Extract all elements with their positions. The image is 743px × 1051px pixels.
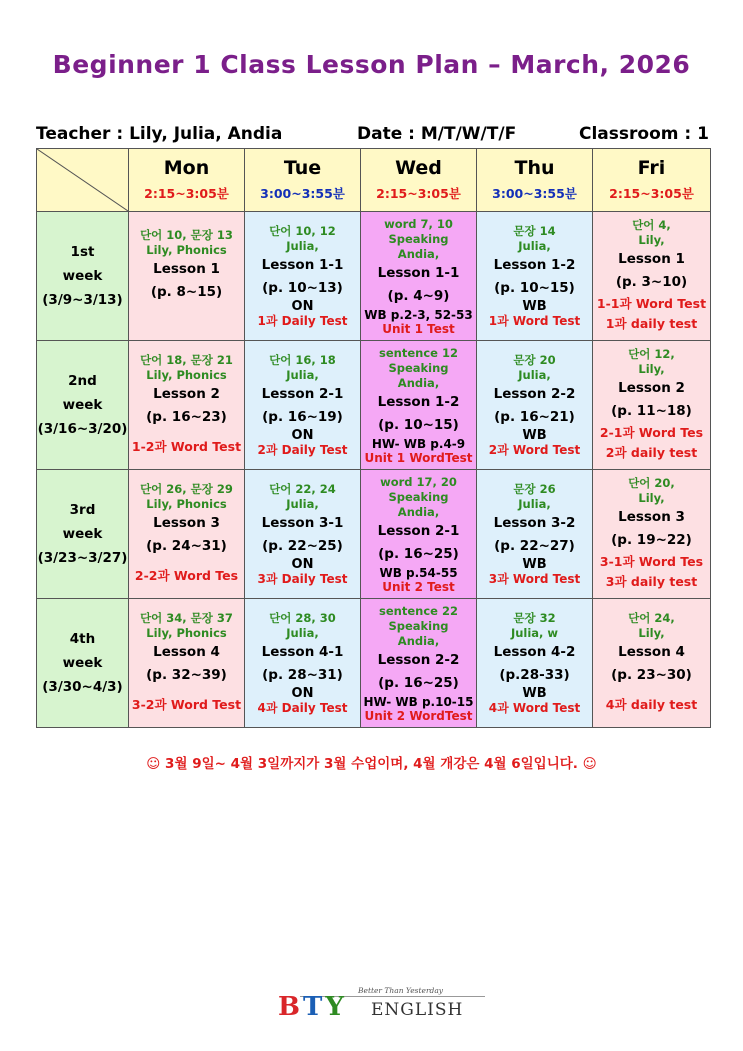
- test: 2-2과 Word Tes: [134, 568, 239, 583]
- pages: (p. 16~21): [494, 409, 575, 425]
- week-word: week: [62, 268, 103, 284]
- teacher: Andia,: [397, 633, 440, 648]
- week-range: (3/30~4/3): [42, 679, 123, 695]
- lesson: Lesson 1-2: [493, 257, 576, 273]
- lesson: Lesson 2-2: [377, 651, 460, 668]
- header-mon: [129, 149, 245, 212]
- vocab: 문장 14: [513, 224, 556, 238]
- cell-fri: [593, 212, 711, 341]
- homework: WB: [522, 299, 547, 314]
- pages: (p. 24~31): [146, 538, 227, 554]
- logo-bty: BTY: [278, 992, 347, 1022]
- classroom-info: Classroom : 1: [579, 124, 709, 144]
- teacher: Andia,: [397, 375, 440, 390]
- teacher: Julia,: [518, 497, 551, 511]
- lesson: Lesson 4-1: [261, 644, 344, 660]
- day-name: Mon: [163, 157, 210, 179]
- test: 1-2과 Word Test: [131, 439, 242, 454]
- cell-fri: [593, 599, 711, 728]
- day-time: 3:00~3:55분: [260, 186, 345, 201]
- vocab: 단어 10, 12: [269, 224, 336, 238]
- homework: WB p.2-3, 52-53: [364, 307, 473, 322]
- week-label-cell: [37, 599, 129, 728]
- week-word: week: [62, 655, 103, 671]
- daily-test: 3과 daily test: [605, 574, 698, 589]
- teacher: Julia, w: [510, 626, 559, 640]
- notice-text: ☺ 3월 9일~ 4월 3일까지가 3월 수업이며, 4월 개강은 4월 6일입니다. ☺: [146, 756, 597, 772]
- teacher: Lily, Phonics: [146, 626, 227, 640]
- cell-tue: [245, 341, 361, 470]
- pages: (p. 16~25): [378, 674, 459, 691]
- speaking: Speaking: [388, 231, 449, 246]
- homework: ON: [291, 428, 314, 443]
- week-row: [37, 341, 711, 470]
- teacher: Julia,: [518, 368, 551, 382]
- word-test: 2-1과 Word Tes: [599, 425, 704, 440]
- lesson: Lesson 2-1: [377, 522, 460, 539]
- teacher: Julia,: [286, 626, 319, 640]
- pages: (p.28-33): [499, 667, 570, 683]
- day-time: 3:00~3:55분: [492, 186, 577, 201]
- cell-mon: [129, 212, 245, 341]
- homework: ON: [291, 299, 314, 314]
- daily-test: 2과 daily test: [605, 445, 698, 460]
- vocab: sentence 12: [379, 345, 458, 360]
- pages: (p. 11~18): [611, 403, 692, 419]
- pages: (p. 16~19): [262, 409, 343, 425]
- vocab: word 17, 20: [380, 474, 457, 489]
- cell-thu: [477, 212, 593, 341]
- speaking: Speaking: [388, 618, 449, 633]
- lesson: Lesson 1-1: [377, 264, 460, 281]
- day-time: 2:15~3:05분: [376, 186, 461, 201]
- cell-tue: [245, 599, 361, 728]
- test: 4과 Daily Test: [257, 701, 348, 715]
- week-label-cell: [37, 470, 129, 599]
- lesson: Lesson 1: [618, 251, 685, 267]
- pages: (p. 19~22): [611, 532, 692, 548]
- homework: WB: [522, 428, 547, 443]
- teacher: Lily,: [638, 362, 665, 376]
- cell-thu: [477, 599, 593, 728]
- lesson: Lesson 1-2: [377, 393, 460, 410]
- vocab: 단어 22, 24: [269, 482, 336, 496]
- test: 4과 Word Test: [488, 701, 581, 715]
- test: 2과 Word Test: [488, 443, 581, 457]
- day-name: Wed: [395, 157, 442, 179]
- teacher-info: Teacher : Lily, Julia, Andia: [36, 124, 283, 144]
- vocab: word 7, 10: [384, 216, 453, 231]
- week-range: (3/23~3/27): [37, 550, 128, 566]
- teacher: Julia,: [518, 239, 551, 253]
- pages: (p. 4~9): [387, 287, 450, 304]
- day-name: Thu: [514, 157, 555, 179]
- teacher: Julia,: [286, 239, 319, 253]
- week-label-cell: [37, 212, 129, 341]
- lesson: Lesson 2-1: [261, 386, 344, 402]
- vocab: 단어 24,: [628, 611, 675, 625]
- cell-wed: [361, 341, 477, 470]
- date-info: Date : M/T/W/T/F: [357, 124, 517, 144]
- week-word: week: [62, 397, 103, 413]
- header-fri: [593, 149, 711, 212]
- header-thu: [477, 149, 593, 212]
- lesson: Lesson 3-1: [261, 515, 344, 531]
- lesson: Lesson 3: [153, 515, 220, 531]
- vocab: 단어 34, 문장 37: [140, 611, 233, 625]
- lesson: Lesson 2: [153, 386, 220, 402]
- lesson: Lesson 1: [153, 261, 220, 277]
- day-name: Fri: [637, 157, 666, 179]
- vocab: 단어 12,: [628, 347, 675, 361]
- cell-thu: [477, 341, 593, 470]
- teacher: Julia,: [286, 368, 319, 382]
- vocab: sentence 22: [379, 603, 458, 618]
- lesson: Lesson 3: [618, 509, 685, 525]
- pages: (p. 28~31): [262, 667, 343, 683]
- cell-tue: [245, 470, 361, 599]
- test: 3과 Daily Test: [257, 572, 348, 586]
- vocab: 단어 10, 문장 13: [140, 228, 233, 242]
- test: Unit 2 Test: [382, 579, 455, 594]
- cell-wed: [361, 470, 477, 599]
- corner-cell: [37, 149, 129, 212]
- pages: (p. 10~15): [494, 280, 575, 296]
- teacher: Andia,: [397, 246, 440, 261]
- vocab: 문장 20: [513, 353, 556, 367]
- week-row: [37, 212, 711, 341]
- teacher: Lily, Phonics: [146, 368, 227, 382]
- header-wed: [361, 149, 477, 212]
- bty-english-logo: [278, 986, 488, 1026]
- header-tue: [245, 149, 361, 212]
- logo-english: ENGLISH: [371, 1000, 464, 1020]
- vocab: 문장 32: [513, 611, 556, 625]
- diagonal-line-icon: [37, 149, 128, 211]
- pages: (p. 32~39): [146, 667, 227, 683]
- week-number: 1st: [70, 244, 95, 260]
- header-row: [37, 149, 711, 212]
- test: 2과 Daily Test: [257, 443, 348, 457]
- vocab: 문장 26: [513, 482, 556, 496]
- homework: HW- WB p.4-9: [371, 436, 466, 451]
- week-row: [37, 599, 711, 728]
- test: 3-2과 Word Test: [131, 697, 242, 712]
- cell-mon: [129, 470, 245, 599]
- homework: HW- WB p.10-15: [363, 694, 474, 709]
- week-number: 2nd: [68, 373, 97, 389]
- test: [129, 304, 244, 324]
- homework: WB: [522, 686, 547, 701]
- test: Unit 1 Test: [382, 321, 455, 336]
- pages: (p. 23~30): [611, 667, 692, 683]
- week-range: (3/9~3/13): [42, 292, 123, 308]
- page-title: Beginner 1 Class Lesson Plan – March, 2026: [52, 50, 691, 79]
- lesson: Lesson 1-1: [261, 257, 344, 273]
- week-number: 4th: [69, 631, 96, 647]
- cell-wed: [361, 212, 477, 341]
- lesson: Lesson 3-2: [493, 515, 576, 531]
- week-word: week: [62, 526, 103, 542]
- teacher: Lily,: [638, 626, 665, 640]
- cell-fri: [593, 341, 711, 470]
- daily-test: 4과 daily test: [605, 697, 698, 712]
- pages: (p. 3~10): [615, 274, 688, 290]
- vocab: 단어 4,: [632, 218, 671, 232]
- lesson: Lesson 4: [618, 644, 685, 660]
- test: Unit 1 WordTest: [364, 450, 473, 465]
- homework: WB p.54-55: [379, 565, 458, 580]
- test: 1과 Word Test: [488, 314, 581, 328]
- vocab: 단어 16, 18: [269, 353, 336, 367]
- teacher: Lily,: [638, 491, 665, 505]
- cell-thu: [477, 470, 593, 599]
- word-test: 1-1과 Word Test: [596, 296, 707, 311]
- speaking: Speaking: [388, 360, 449, 375]
- day-name: Tue: [283, 157, 322, 179]
- lesson: Lesson 2: [618, 380, 685, 396]
- word-test: 3-1과 Word Tes: [599, 554, 704, 569]
- week-label-cell: [37, 341, 129, 470]
- cell-tue: [245, 212, 361, 341]
- pages: (p. 16~25): [378, 545, 459, 562]
- lesson-plan-table: [36, 148, 711, 728]
- cell-wed: [361, 599, 477, 728]
- homework: WB: [522, 557, 547, 572]
- lesson: Lesson 4-2: [493, 644, 576, 660]
- test: Unit 2 WordTest: [364, 708, 473, 723]
- daily-test: 1과 daily test: [605, 316, 698, 331]
- pages: (p. 10~15): [378, 416, 459, 433]
- teacher: Lily,: [638, 233, 665, 247]
- teacher: Andia,: [397, 504, 440, 519]
- pages: (p. 16~23): [146, 409, 227, 425]
- speaking: Speaking: [388, 489, 449, 504]
- vocab: 단어 20,: [628, 476, 675, 490]
- teacher: Julia,: [286, 497, 319, 511]
- week-number: 3rd: [69, 502, 96, 518]
- vocab: 단어 26, 문장 29: [140, 482, 233, 496]
- homework: ON: [291, 686, 314, 701]
- day-time: 2:15~3:05분: [144, 186, 229, 201]
- teacher: Lily, Phonics: [146, 243, 227, 257]
- week-row: [37, 470, 711, 599]
- vocab: 단어 18, 문장 21: [140, 353, 233, 367]
- cell-mon: [129, 599, 245, 728]
- logo-tagline: Better Than Yesterday: [358, 986, 444, 995]
- pages: (p. 8~15): [150, 284, 223, 300]
- cell-fri: [593, 470, 711, 599]
- test: 1과 Daily Test: [257, 314, 348, 328]
- homework: ON: [291, 557, 314, 572]
- pages: (p. 22~27): [494, 538, 575, 554]
- lesson: Lesson 4: [153, 644, 220, 660]
- pages: (p. 10~13): [262, 280, 343, 296]
- lesson: Lesson 2-2: [493, 386, 576, 402]
- pages: (p. 22~25): [262, 538, 343, 554]
- test: 3과 Word Test: [488, 572, 581, 586]
- cell-mon: [129, 341, 245, 470]
- week-range: (3/16~3/20): [37, 421, 128, 437]
- teacher: Lily, Phonics: [146, 497, 227, 511]
- vocab: 단어 28, 30: [269, 611, 336, 625]
- day-time: 2:15~3:05분: [609, 186, 694, 201]
